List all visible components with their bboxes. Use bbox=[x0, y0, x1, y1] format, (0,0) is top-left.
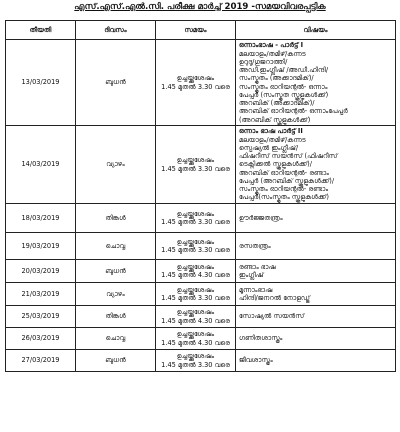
subject-line: മലയാളം/തമിഴ്/കന്നട bbox=[239, 49, 306, 58]
table-row bbox=[6, 306, 396, 328]
date-cell: 26/03/2019 bbox=[6, 328, 76, 350]
time-line: 1.45 മുതൽ 3.30 വരെ bbox=[161, 164, 230, 173]
table-row bbox=[6, 40, 396, 126]
time-line: 1.45 മുതൽ 4.30 വരെ bbox=[161, 338, 230, 347]
subject-line: ഊർജ്ജതന്ത്രം bbox=[239, 213, 283, 222]
time-line: 1.45 മുതൽ 3.30 വരെ bbox=[161, 360, 230, 369]
time-line: 1.45 മുതൽ 4.30 വരെ bbox=[161, 271, 230, 279]
time-cell bbox=[156, 40, 236, 126]
header-date: തീയതി bbox=[6, 21, 76, 40]
header-time: സമയം bbox=[156, 21, 236, 40]
time-cell bbox=[156, 350, 236, 372]
day-cell: ബുധൻ bbox=[76, 40, 156, 126]
header-day: ദിവസം bbox=[76, 21, 156, 40]
time-line: ഉച്ചയ്ക്കുശേഷം bbox=[176, 330, 215, 339]
exam-timetable bbox=[5, 20, 396, 372]
subject-line: ഹിന്ദി/ജനറൽ നോളഡ്ജ് bbox=[239, 294, 311, 302]
day-cell: വ്യാഴം bbox=[76, 283, 156, 306]
date-cell: 13/03/2019 bbox=[6, 40, 76, 126]
time-line: ഉച്ചയ്ക്കുശേഷം bbox=[176, 237, 215, 246]
table-row bbox=[6, 283, 396, 306]
table-row bbox=[6, 350, 396, 372]
date-cell: 18/03/2019 bbox=[6, 204, 76, 233]
date-cell: 19/03/2019 bbox=[6, 233, 76, 260]
subject-line: മൂന്നാംഭാഷ bbox=[239, 285, 273, 294]
subject-line: ഒന്നാം ഭാഷ പാർട്ട് II bbox=[239, 127, 303, 136]
day-cell: തിങ്കൾ bbox=[76, 204, 156, 233]
subject-line: ഗണിതശാസ്ത്രം bbox=[239, 334, 283, 343]
table-row bbox=[6, 233, 396, 260]
subject-line: സ്പെഷ്യൽ ഇംഗ്ലീഷ്/ bbox=[239, 143, 299, 152]
time-line: ഉച്ചയ്ക്കുശേഷം bbox=[176, 156, 215, 165]
table-row bbox=[6, 204, 396, 233]
subject-line: സംസ്കൃതം ഓറിയന്റൽ- ഒന്നാം bbox=[239, 82, 328, 91]
subject-line: ഒന്നാംഭാഷ - പാർട്ട് I bbox=[239, 41, 304, 50]
subject-line: അറബിക് ഓറിയന്റൽ- ഒന്നാംപേപ്പർ bbox=[239, 107, 348, 116]
time-cell bbox=[156, 306, 236, 328]
subject-line: രണ്ടാം ഭാഷ bbox=[239, 262, 276, 271]
subject-line: രസതന്ത്രം bbox=[239, 241, 271, 250]
subject-cell bbox=[236, 260, 396, 283]
table-row bbox=[6, 126, 396, 204]
subject-line: സംസ്കൃതം ഓറിയന്റൽ- രണ്ടാം bbox=[239, 185, 329, 194]
subject-line: (അറബിക് സ്കൂളുകൾക്ക്) bbox=[239, 115, 311, 124]
time-line: 1.45 മുതൽ 3.30 വരെ bbox=[161, 218, 230, 226]
time-line: ഉച്ചയ്ക്കുശേഷം bbox=[176, 209, 215, 218]
time-cell bbox=[156, 126, 236, 204]
subject-cell bbox=[236, 283, 396, 306]
date-cell: 14/03/2019 bbox=[6, 126, 76, 204]
table-row bbox=[6, 328, 396, 350]
subject-cell bbox=[236, 350, 396, 372]
time-line: 1.45 മുതൽ 3.30 വരെ bbox=[161, 246, 230, 254]
date-cell: 21/03/2019 bbox=[6, 283, 76, 306]
header-subject: വിഷയം bbox=[236, 21, 396, 40]
subject-line: പേപ്പർ (അറബിക് സ്കൂളുകൾക്ക്)/ bbox=[239, 176, 335, 185]
subject-line: ഇംഗ്ലീഷ് bbox=[239, 271, 264, 279]
time-line: 1.45 മുതൽ 3.30 വരെ bbox=[161, 294, 230, 302]
subject-line: ടെക്നിക്കൽ സ്കൂളുകൾക്ക്)/ bbox=[239, 160, 312, 169]
time-cell bbox=[156, 260, 236, 283]
time-line: ഉച്ചയ്ക്കുശേഷം bbox=[176, 352, 215, 361]
day-cell: ചൊവ്വ bbox=[76, 328, 156, 350]
time-line: ഉച്ചയ്ക്കുശേഷം bbox=[176, 308, 215, 317]
table-row bbox=[6, 260, 396, 283]
subject-cell bbox=[236, 204, 396, 233]
time-line: 1.45 മുതൽ 4.30 വരെ bbox=[161, 316, 230, 325]
subject-line: സോഷ്യൽ സയൻസ് bbox=[239, 312, 305, 321]
subject-line: ഉറുദു/ഗുജറാത്തി/ bbox=[239, 57, 288, 66]
header-row bbox=[6, 21, 396, 40]
time-line: ഉച്ചയ്ക്കുശേഷം bbox=[176, 74, 215, 83]
time-line: ഉച്ചയ്ക്കുശേഷം bbox=[176, 262, 215, 271]
subject-cell bbox=[236, 306, 396, 328]
date-cell: 20/03/2019 bbox=[6, 260, 76, 283]
time-cell bbox=[156, 233, 236, 260]
time-cell bbox=[156, 328, 236, 350]
date-cell: 27/03/2019 bbox=[6, 350, 76, 372]
day-cell: ബുധൻ bbox=[76, 350, 156, 372]
subject-line: അറബിക് ഓറിയന്റൽ- രണ്ടാം bbox=[239, 168, 329, 177]
date-cell: 25/03/2019 bbox=[6, 306, 76, 328]
day-cell: തിങ്കൾ bbox=[76, 306, 156, 328]
subject-line: അഡീ.ഇംഗ്ലീഷ് /അഡീ.ഹിന്ദി/ bbox=[239, 66, 329, 74]
subject-cell bbox=[236, 126, 396, 204]
time-line: 1.45 മുതൽ 3.30 വരെ bbox=[161, 82, 230, 91]
day-cell: വ്യാഴം bbox=[76, 126, 156, 204]
subject-cell bbox=[236, 233, 396, 260]
page-title: എസ്.എസ്.എൽ.സി. പരീക്ഷ മാർച്ച് 2019 -സമയവിവരപ്പട്ടിക bbox=[74, 2, 326, 12]
subject-line: അറബിക് (അക്കാദമിക്)/ bbox=[239, 99, 315, 107]
time-line: ഉച്ചയ്ക്കുശേഷം bbox=[176, 285, 215, 294]
subject-cell bbox=[236, 328, 396, 350]
subject-line: ഫിഷറീസ് സയൻസ് (ഫിഷറീസ് bbox=[239, 152, 338, 161]
subject-line: ജീവശാസ്ത്രം bbox=[239, 356, 273, 365]
day-cell: ബുധൻ bbox=[76, 260, 156, 283]
subject-line: മലയാളം/തമിഴ്/കന്നട bbox=[239, 135, 306, 144]
subject-cell bbox=[236, 40, 396, 126]
time-cell bbox=[156, 204, 236, 233]
subject-line: പേപ്പർ(സംസ്കൃതം സ്കൂളുകൾക്ക്) bbox=[239, 193, 329, 202]
day-cell: ചൊവ്വ bbox=[76, 233, 156, 260]
time-cell bbox=[156, 283, 236, 306]
subject-line: സംസ്കൃതം (അക്കാദമിക്)/ bbox=[239, 74, 314, 83]
subject-line: പേപ്പർ (സംസ്കൃത സ്കൂളുകൾക്ക്) bbox=[239, 90, 329, 99]
